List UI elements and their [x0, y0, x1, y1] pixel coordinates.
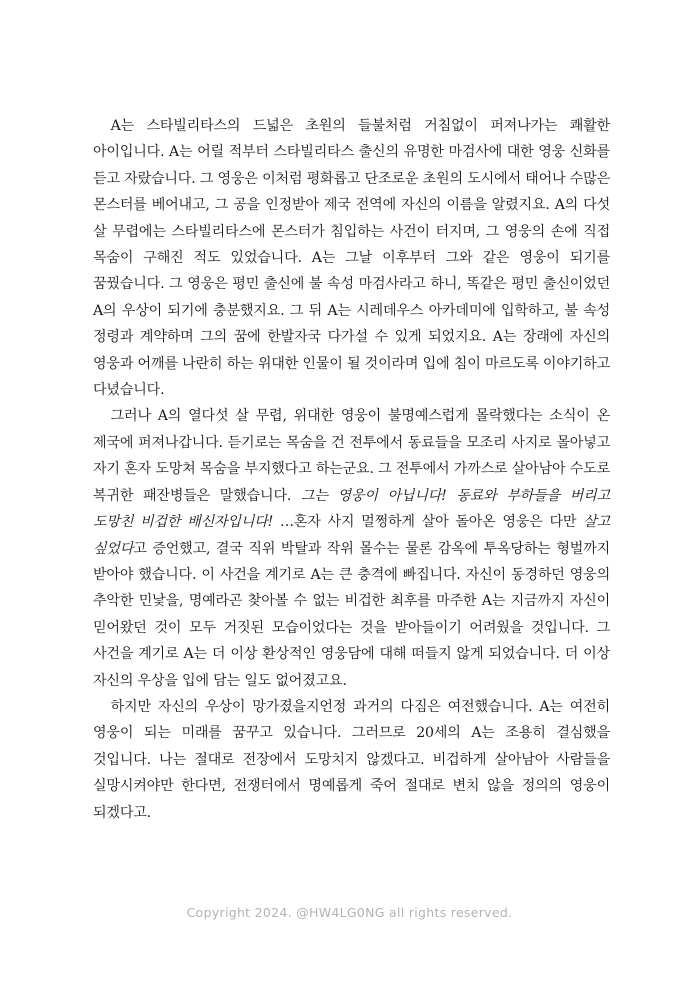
soldier-quote: 그는 영웅이 아닙니다! 동료와 부하들을 버리고 도망친 비겁한 배신자입니다!	[93, 487, 610, 531]
body-text	[93, 113, 610, 826]
paragraph-2-text-c: 고 증언했고, 결국 직위 박탈과 작위 몰수는 물론 감옥에 투옥당하는 형벌까지 받아야 했습니다. 이 사건을 계기로 A는 큰 충격에 빠집니다. 자신이 동경하던 영웅의 추악한 민낯을, 명예라곤 찾아볼 수 없는 비겁한 최후를 마주한 A는 지금까지 자신이 믿어왔던 것이 모두 거짓된 모습이었다는 것을 받아들이기 어려웠을 것입니다. 그 사건을 계기로 A는 더 이상 환상적인 영웅담에 대해 떠들지 않게 되었습니다. 더 이상 자신의 우상을 입에 담는 일도 없어졌고요.	[93, 540, 610, 689]
hero-testimony: 살고 싶었다	[93, 514, 610, 557]
paragraph-1	[93, 113, 610, 403]
paragraph-2-text-b: …혼자 사지 멀쩡하게 살아 돌아온 영웅은 다만	[273, 514, 584, 531]
paragraph-2-text-a: 그러나 A의 열다섯 살 무렵, 위대한 영웅이 불명예스럽게 몰락했다는 소식이 온 제국에 퍼져나갑니다. 듣기로는 목숨을 건 전투에서 동료들을 모조리 사지로 몰아넣고 자기 혼자 도망쳐 목숨을 부지했다고 하는군요. 그 전투에서 가까스로 살아남아 수도로 복귀한 패잔병들은 말했습니다.	[93, 408, 610, 504]
paragraph-1-text: A는 스타빌리타스의 드넓은 초원의 들불처럼 거침없이 퍼져나가는 쾌활한 아이입니다. A는 어릴 적부터 스타빌리타스 출신의 유명한 마검사에 대한 영웅 신화를 듣고 자랐습니다. 그 영웅은 이처럼 평화롭고 단조로운 초원의 도시에서 태어나 수많은 몬스터를 베어내고, 그 공을 인정받아 제국 전역에 자신의 이름을 알렸지요. A의 다섯 살 무렵에는 스타빌리타스에 몬스터가 침입하는 사건이 터지며, 그 영웅의 손에 직접 목숨이 구해진 적도 있었습니다. A는 그날 이후부터 그와 같은 영웅이 되기를 꿈꿨습니다. 그 영웅은 평민 출신에 불 속성 마검사라고 하니, 똑같은 평민 출신이었던 A의 우상이 되기에 충분했지요. 그 뒤 A는 시레데우스 아카데미에 입학하고, 불 속성 정령과 계약하며 그의 꿈에 한발자국 다가설 수 있게 되었지요. A는 장래에 자신의 영웅과 어깨를 나란히 하는 위대한 인물이 될 것이라며 입에 침이 마르도록 이야기하고 다녔습니다.	[93, 118, 610, 399]
paragraph-3	[93, 694, 610, 826]
paragraph-3-text: 하지만 자신의 우상이 망가졌을지언정 과거의 다짐은 여전했습니다. A는 여전히 영웅이 되는 미래를 꿈꾸고 있습니다. 그러므로 20세의 A는 조용히 결심했을 것입니다. 나는 절대로 전장에서 도망치지 않겠다고. 비겁하게 살아남아 사람들을 실망시켜야만 한다면, 전쟁터에서 명예롭게 죽어 절대로 변치 않을 정의의 영웅이 되겠다고.	[93, 698, 610, 821]
paragraph-2	[93, 403, 610, 693]
copyright-footer: Copyright 2024. @HW4LG0NG all rights reserved.	[186, 905, 513, 920]
